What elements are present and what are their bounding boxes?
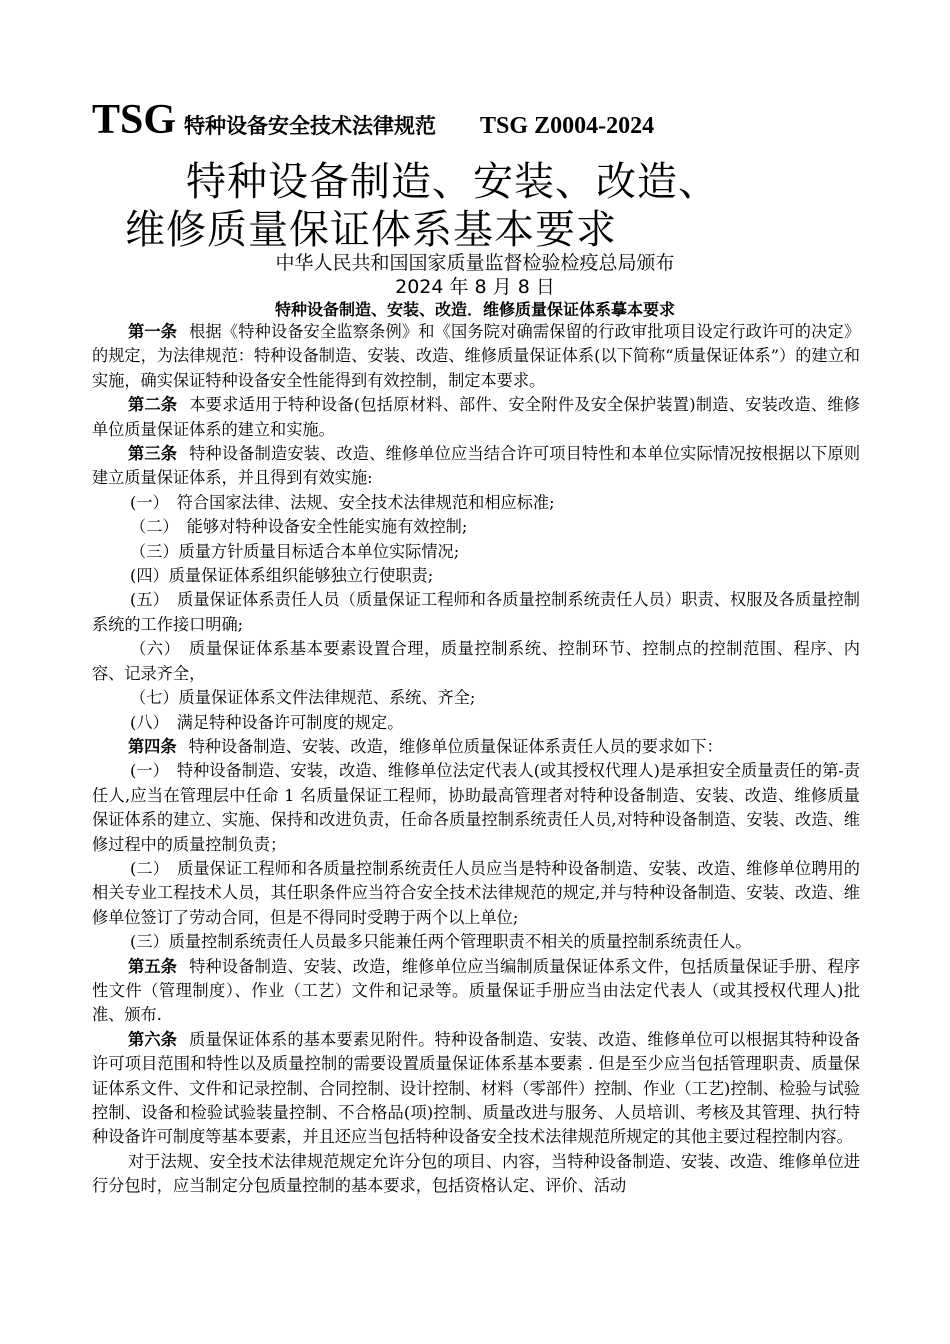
article-text: 特种设备制造安装、改造、维修单位应当结合许可项目特性和本单位实际情况按根据以下原则建立质量保证体系，并且得到有效实施: (92, 444, 861, 488)
series-title: 特种设备安全技术法律规范 (184, 114, 437, 138)
header-line (92, 96, 654, 144)
issuer: 中华人民共和国国家质量监督检验检疫总局颁布 (275, 252, 675, 274)
tsg-logo-text: TSG (92, 97, 177, 143)
article-label: 第一条 (128, 322, 178, 341)
article-4 (92, 735, 860, 759)
list-item: （七）质量保证体系文件法律规范、系统、齐全; (130, 688, 476, 708)
list-item: （二） 能够对特种设备安全性能实施有效控制; (130, 517, 468, 537)
article-label: 第四条 (128, 736, 177, 756)
list-item: (一） 特种设备制造、安装，改造、维修单位法定代表人(或其授权代理人)是承担安全质量责任的第-责任人,应当在管理层中任命 1 名质量保证工程师，协助最高管理者对特种设备制造、安装、改造、维修质量保证体系的建立、实施、保持和改进负责，任命各质量控制系统责任人员,对特种设备制造、安装、改造、维修过程中的质量控制负责； (92, 761, 860, 854)
article-6-paragraph-2: 对于法规、安全技术法律规范规定允许分包的项目、内容，当特种设备制造、安装、改造、维修单位进行分包时，应当制定分包质量控制的基本要求，包括资格认定、评价、活动 (92, 1151, 860, 1196)
doc-title-line-2: 维修质量保证体系基本要求 (125, 207, 617, 253)
list-item: (一） 符合国家法律、法规、安全技术法律规范和相应标准; (130, 492, 555, 512)
article-6 (92, 1028, 860, 1150)
article-5 (92, 955, 860, 1028)
standard-code: TSG Z0004-2024 (480, 113, 655, 139)
article-2 (92, 393, 860, 442)
list-item: (三）质量控制系统责任人员最多只能兼任两个管理职责不相关的质量控制系统责任人。 (130, 932, 752, 952)
doc-title-line-1: 特种设备制造、安装、改造、 (186, 159, 719, 205)
article-label: 第六条 (128, 1029, 178, 1049)
article-label: 第二条 (128, 395, 178, 415)
article-text: 质量保证体系的基本要素见附件。特种设备制造、安装、改造、维修单位可以根据其特种设备许可项目范围和特性以及质量控制的需要设置质量保证体系基本要素 . 但是至少应当包括管理职责、质量保证体系文件、文件和记录控制、合同控制、设计控制、材料（零部件）控制、作业（工艺)控制、检验与试验控制、设备和检验试验装量控制、不合格品(项)控制、质量改进与服务、人员培训、考核及其管理、执行特种设备许可制度等基本要素，并且还应当包括特种设备安全技术法律规范所规定的其他主要过程控制内容。 (92, 1029, 861, 1147)
body-title: 特种设备制造、安装、改造．维修质量保证体系摹本要求 (274, 300, 675, 319)
article-text: 特种设备制造、安装、改造，维修单位质量保证体系责任人员的要求如下： (188, 736, 723, 756)
list-item: (四）质量保证体系组织能够独立行使职责; (130, 566, 434, 586)
document-body (92, 320, 860, 1199)
list-item: (五） 质量保证体系责任人员（质量保证工程师和各质量控制系统责任人员）职责、权服及各质量控制系统的工作接口明确; (92, 590, 860, 634)
article-text: 根据《特种设备安全监察条例》和《国务院对确需保留的行政审批项目设定行政许可的决定》的规定，为法律规范：特种设备制造、安装、改造、维修质量保证体系(以下简称“质量保证体系”）的建立和实施，确实保证特种设备安全性能得到有效控制，制定本要求。 (92, 322, 861, 390)
article-1 (92, 320, 860, 393)
article-text: 特种设备制造、安装、改造，维修单位应当编制质量保证体系文件，包括质量保证手册、程序性文件（管理制度）、作业（工艺）文件和记录等。质量保证手册应当由法定代表人（或其授权代理人)批准、颁布. (92, 956, 861, 1025)
list-item: （六） 质量保证体系基本要素设置合理，质量控制系统、控制环节、控制点的控制范围、程序、内容、记录齐全， (92, 639, 860, 683)
article-label: 第三条 (128, 444, 178, 464)
issue-date: 2024 年 8 月 8 日 (395, 276, 555, 298)
article-label: 第五条 (128, 956, 178, 976)
article-3 (92, 442, 860, 491)
list-item: (八） 满足特种设备许可制度的规定。 (130, 712, 404, 732)
list-item: （三）质量方针质量目标适合本单位实际情况; (130, 541, 460, 561)
list-item: (二） 质量保证工程师和各质量控制系统责任人员应当是特种设备制造、安装、改造、维修单位聘用的相关专业工程技术人员，其任职条件应当符合安全技术法律规范的规定,并与特种设备制造、安装、改造、维修单位签订了劳动合同，但是不得同时受聘于两个以上单位; (92, 858, 860, 927)
article-text: 本要求适用于特种设备(包括原材料、部件、安全附件及安全保护装置)制造、安装改造、维修单位质量保证体系的建立和实施。 (92, 395, 860, 439)
